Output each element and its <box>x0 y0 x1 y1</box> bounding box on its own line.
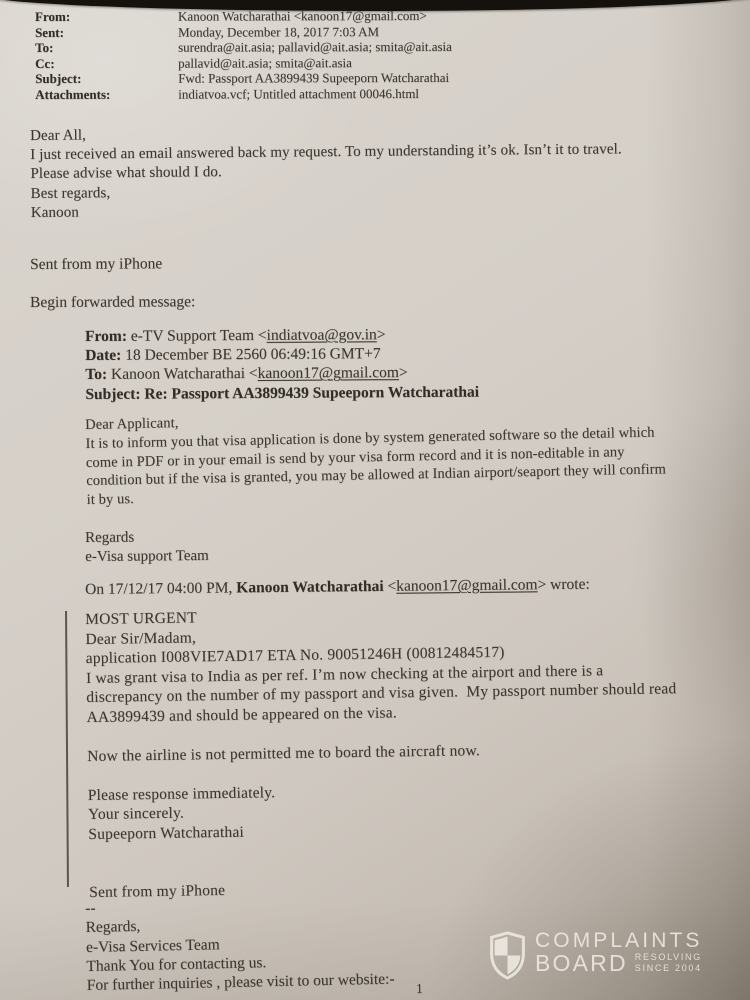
header-row <box>35 55 452 72</box>
fwd-subject-label: Subject: <box>85 385 141 403</box>
wrote-pre: On 17/12/17 04:00 PM, <box>85 579 237 598</box>
shield-icon <box>489 931 526 980</box>
watermark-tagline-2: SINCE 2004 <box>634 962 702 973</box>
quoted-message: MOST URGENT Dear Sir/Madam, application I008VIE7AD17 ETA No. 90051246H (00812484517) I was grant visa to India as per ref. I’m now checking at the airport and there is a discrepancy on the number of my passport and visa given. My passport number should read AA3899439 and should be appeared on the visa. Now the airline is not permitted me to board the aircraft now. Please response immediately. Your sincerely. Supeeporn Watcharathai Sent from my iPhone <box>85 609 677 901</box>
fwd-date-value: 18 December BE 2560 06:49:16 GMT+7 <box>121 345 381 364</box>
header-label: Subject: <box>35 71 82 87</box>
header-value: Kanoon Watcharathai <kanoon17@gmail.com> <box>177 7 427 24</box>
regards-block: Regards e-Visa support Team <box>85 529 209 565</box>
email-link: kanoon17@gmail.com <box>257 364 399 383</box>
email-link: indiatvoa@gov.in <box>266 326 377 344</box>
wrote-name: Kanoon Watcharathai <box>236 577 384 597</box>
header-label: To: <box>35 40 54 56</box>
fwd-date-label: Date: <box>85 346 122 365</box>
sent-from-iphone-text: Sent from my iPhone <box>30 255 163 273</box>
quote-attribution-line <box>85 576 590 599</box>
header-label: Sent: <box>35 24 64 40</box>
email-header <box>35 8 452 103</box>
header-value: surendra@ait.asia; pallavid@ait.asia; smita@ait.asia <box>178 39 452 55</box>
header-label: Attachments: <box>35 86 111 102</box>
watermark-text <box>535 930 703 974</box>
email-link: kanoon17@gmail.com <box>396 576 538 595</box>
complaintsboard-watermark <box>489 930 703 980</box>
header-row <box>35 39 452 56</box>
fwd-to-line <box>85 363 479 385</box>
header-label: Cc: <box>35 55 55 71</box>
watermark-title: COMPLAINTS <box>535 929 703 952</box>
watermark-tagline-1: RESOLVING <box>634 952 702 962</box>
fwd-to-post: > <box>398 364 408 382</box>
header-value: pallavid@ait.asia; smita@ait.asia <box>178 54 352 71</box>
fwd-to-label: To: <box>85 366 108 384</box>
header-row <box>35 8 452 25</box>
header-value: Monday, December 18, 2017 7:03 AM <box>178 23 380 40</box>
header-row <box>35 24 452 41</box>
fwd-to-pre: Kanoon Watcharathai < <box>107 365 258 384</box>
greeting-paragraph: Dear All, I just received an email answered back my request. To my understanding it’s ok. Isn’t it to travel. Please advise what should I do. Best regards, Kanoon <box>30 127 622 221</box>
fwd-date-line <box>85 344 479 366</box>
fwd-from-line <box>85 325 479 347</box>
header-row <box>35 70 452 87</box>
watermark-tagline <box>635 952 702 974</box>
fwd-subject-line <box>85 382 479 404</box>
quote-bar <box>65 611 69 887</box>
applicant-paragraph: Dear Applicant, It is to inform you that visa application is done by system generated software so the detail which come in PDF or in your email is send by your visa form record and it is non-editable in any condition but if the visa is granted, you may be allowed at Indian airport/seaport they will confirm it by us. <box>85 415 667 509</box>
header-value: Fwd: Passport AA3899439 Supeeporn Watcharathai <box>178 70 450 87</box>
fwd-from-pre: e-TV Support Team < <box>126 326 267 345</box>
fwd-subject-value: Re: Passport AA3899439 Supeeporn Watcharathai <box>140 383 480 403</box>
signature-block: -- Regards, e-Visa Services Team Thank You for contacting us. For further inquiries , please visit to our website:- <box>85 899 395 995</box>
fwd-from-label: From: <box>85 327 128 345</box>
header-value: indiatvoa.vcf; Untitled attachment 00046.html <box>178 85 420 102</box>
wrote-mid: < <box>383 577 397 595</box>
page-number: 1 <box>415 980 423 997</box>
begin-forwarded-text: Begin forwarded message: <box>30 293 196 311</box>
forwarded-header <box>85 325 479 404</box>
wrote-post: > wrote: <box>537 575 590 594</box>
fwd-from-post: > <box>376 326 386 344</box>
header-row <box>35 86 452 103</box>
watermark-subtitle: BOARD <box>535 950 628 976</box>
header-label: From: <box>35 8 71 24</box>
